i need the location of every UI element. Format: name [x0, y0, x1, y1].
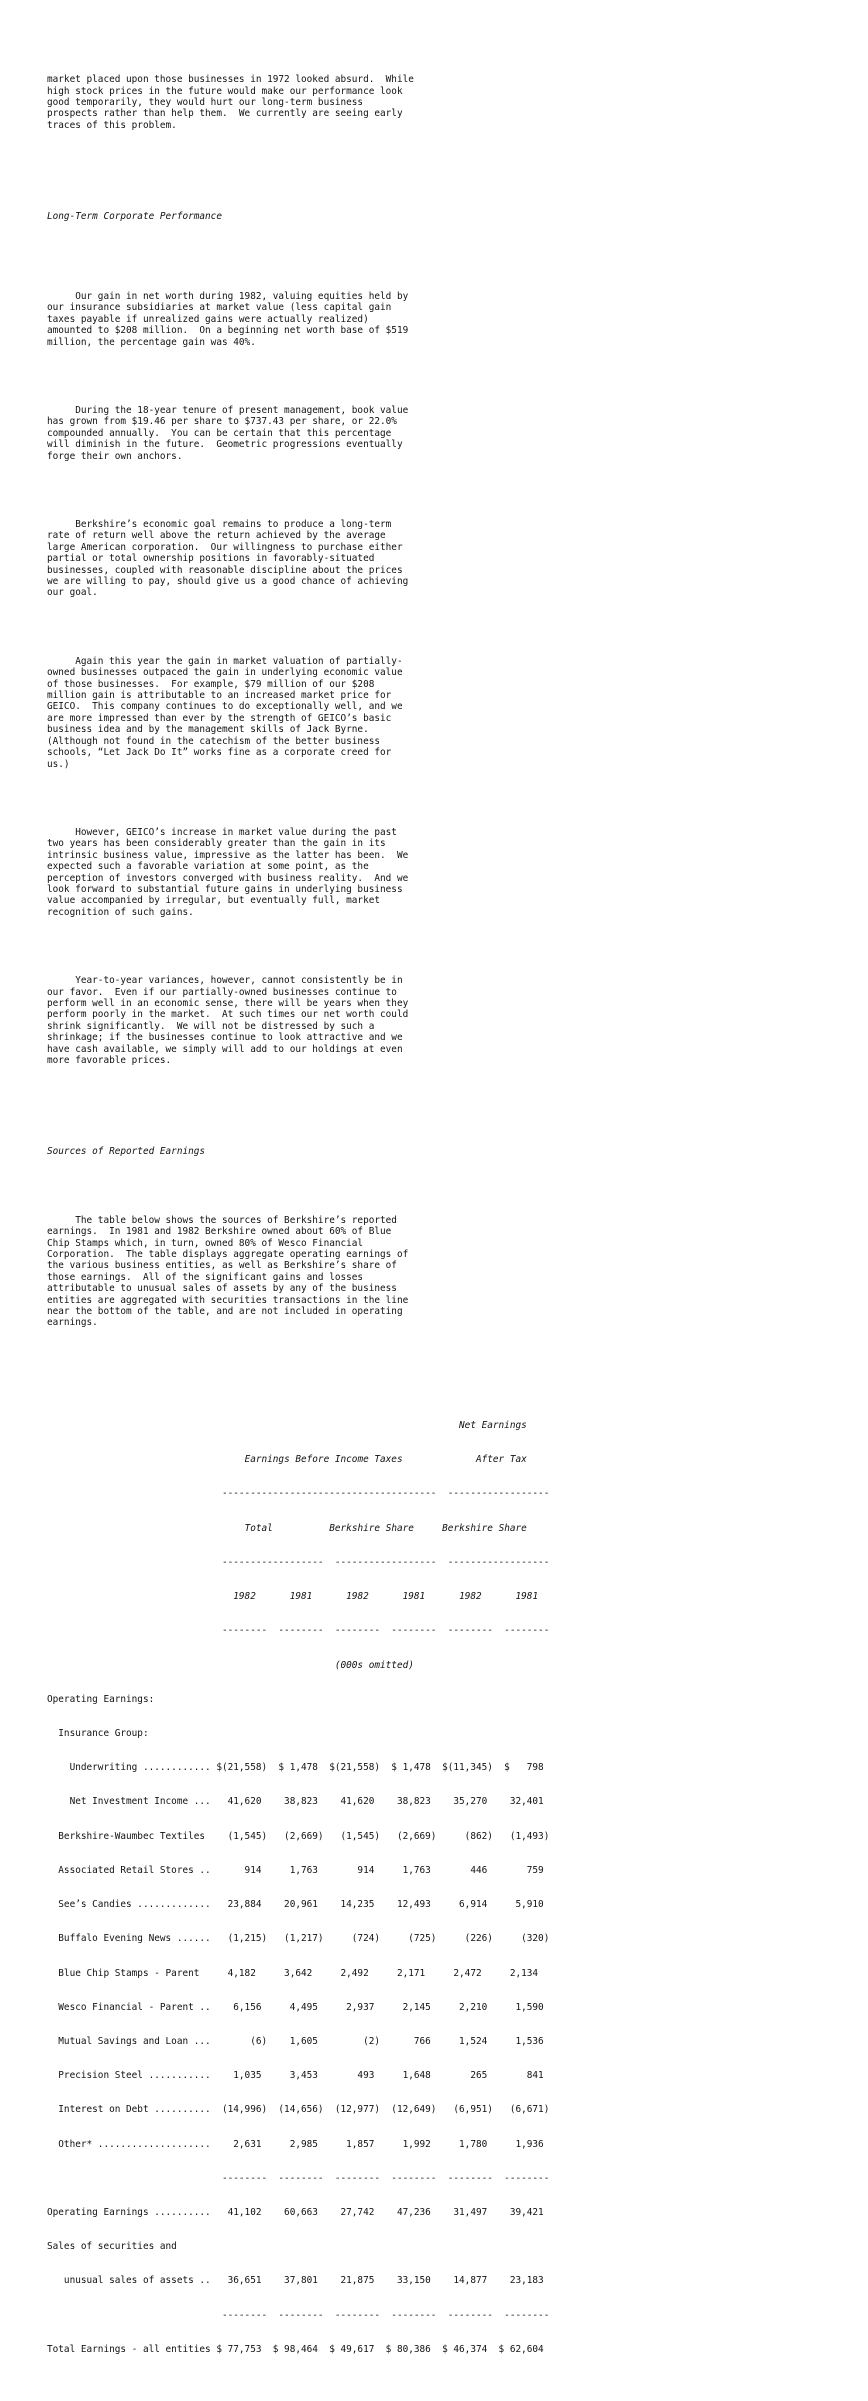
table-rule: -------------------------------------- ------------------ — [47, 1488, 550, 1500]
intro-paragraph: market placed upon those businesses in 1972 looked absurd. While high stock prices in the future would make our performance look good temporarily, they would hurt our long-term business prospects rather than help them. We currently are seeing early traces of this problem. — [47, 74, 414, 131]
section-heading-sources: Sources of Reported Earnings — [47, 1146, 206, 1158]
table-row: Insurance Group: — [47, 1727, 149, 1739]
table-header-after-tax: After Tax — [475, 1454, 527, 1466]
table-row: Associated Retail Stores .. 914 1,763 914 1,763 446 759 — [47, 1864, 544, 1876]
table-units-note: (000s omitted) — [334, 1659, 414, 1671]
table-row: Other* .................... 2,631 2,985 1,857 1,992 1,780 1,936 — [47, 2138, 544, 2150]
paragraph: However, GEICO’s increase in market value during the past two years has been considerably greater than the gain in its intrinsic business value, impressive as the latter has been. We expected such a favorable variation at some point, as the perception of investors converged with business reality. And we look forward to substantial future gains in underlying business value accompanied by irregular, but eventually full, market recognition of such gains. — [47, 826, 409, 918]
table-row: Sales of securities and — [47, 2241, 177, 2253]
table-row: Mutual Savings and Loan ... (6) 1,605 (2) 766 1,524 1,536 — [47, 2035, 544, 2047]
table-header-years: 1982 1981 1982 1981 1982 1981 — [233, 1591, 539, 1603]
table-header-berkshire-share-after-tax: Berkshire Share — [442, 1522, 527, 1534]
table-row: Buffalo Evening News ...... (1,215) (1,217) (724) (725) (226) (320) — [47, 1933, 550, 1945]
table-row: See’s Candies ............. 23,884 20,961 14,235 12,493 6,914 5,910 — [47, 1899, 544, 1911]
table-row-total: Total Earnings - all entities $ 77,753 $ 98,464 $ 49,617 $ 80,386 $ 46,374 $ 62,604 — [47, 2343, 544, 2355]
table-row: unusual sales of assets .. 36,651 37,801 21,875 33,150 14,877 23,183 — [47, 2275, 544, 2287]
section-heading-performance: Long-Term Corporate Performance — [47, 211, 222, 223]
table-rule: ------------------ ------------------ ------------------ — [47, 1556, 550, 1568]
table-row: Interest on Debt .......... (14,996) (14,656) (12,977) (12,649) (6,951) (6,671) — [47, 2104, 550, 2116]
table-row: Net Investment Income ... 41,620 38,823 41,620 38,823 35,270 32,401 — [47, 1796, 544, 1808]
table-row: Wesco Financial - Parent .. 6,156 4,495 2,937 2,145 2,210 1,590 — [47, 2001, 544, 2013]
table-header-ebit: Earnings Before Income Taxes — [244, 1454, 403, 1466]
table-header-net-earnings: Net Earnings — [47, 1420, 527, 1431]
table-row: Operating Earnings: — [47, 1693, 155, 1705]
paragraph: Berkshire’s economic goal remains to produce a long-term rate of return well above the return achieved by the average large American corporation. Our willingness to purchase either partial or total ownership positions in favorably-situated businesses, coupled with reasonable discipline about the prices we are willing to pay, should give us a good chance of achieving our goal. — [47, 519, 409, 599]
paragraph: The table below shows the sources of Berkshire’s reported earnings. In 1981 and 1982 Berkshire owned about 60% of Blue Chip Stamps which, in turn, owned 80% of Wesco Financial Corporation. The table displays aggregate operating earnings of the various business entities, as well as Berkshire’s share of those earnings. All of the significant gains and losses attributable to unusual sales of assets by any of the business entities are aggregated with securities transactions in the line near the bottom of the table, and are not included in operating earnings. — [47, 1214, 409, 1329]
earnings-table — [47, 1397, 847, 2378]
table-row: Precision Steel ........... 1,035 3,453 493 1,648 265 841 — [47, 2070, 544, 2082]
paragraph: Our gain in net worth during 1982, valuing equities held by our insurance subsidiaries at market value (less capital gain taxes payable if unrealized gains were actually realized) amounted to $208 million. On a beginning net worth base of $519 million, the percentage gain was 40%. — [47, 290, 409, 348]
table-header-row-2 — [47, 1454, 847, 1465]
table-row: Berkshire-Waumbec Textiles (1,545) (2,669) (1,545) (2,669) (862) (1,493) — [47, 1830, 550, 1842]
table-row: Operating Earnings .......... 41,102 60,663 27,742 47,236 31,497 39,421 — [47, 2207, 544, 2219]
table-units — [47, 1660, 847, 1671]
paragraph: During the 18-year tenure of present management, book value has grown from $19.46 per share to $737.43 per share, or 22.0% compounded annually. You can be certain that this percentage will diminish in the future. Geometric progressions eventually forge their own anchors. — [47, 404, 409, 462]
document-page — [47, 40, 847, 2401]
table-rule: -------- -------- -------- -------- -------- -------- — [47, 2309, 550, 2321]
table-rule: -------- -------- -------- -------- -------- -------- — [47, 1625, 550, 1637]
table-header-berkshire-share: Berkshire Share — [329, 1522, 414, 1534]
table-row: Underwriting ............ $(21,558) $ 1,478 $(21,558) $ 1,478 $(11,345) $ 798 — [47, 1762, 544, 1774]
paragraph: Again this year the gain in market valuation of partially- owned businesses outpaced the gain in underlying economic value of those businesses. For example, $79 million of our $208 million gain is attributable to an increased market price for GEICO. This company continues to do exceptionally well, and we are more impressed than ever by the strength of GEICO’s basic business idea and by the management skills of Jack Byrne. (Although not found in the catechism of the better business schools, “Let Jack Do It” works fine as a corporate creed for us.) — [47, 655, 403, 770]
table-rule: -------- -------- -------- -------- -------- -------- — [47, 2172, 550, 2184]
table-header-total: Total — [244, 1522, 273, 1534]
table-header-row-3 — [47, 1523, 847, 1534]
table-row: Blue Chip Stamps - Parent 4,182 3,642 2,492 2,171 2,472 2,134 — [47, 1967, 539, 1979]
paragraph: Year-to-year variances, however, cannot consistently be in our favor. Even if our partially-owned businesses continue to perform well in an economic sense, there will be years when they perform poorly in the market. At such times our net worth could shrink significantly. We will not be distressed by such a shrinkage; if the businesses continue to look attractive and we have cash available, we simply will add to our holdings at even more favorable prices. — [47, 975, 409, 1067]
